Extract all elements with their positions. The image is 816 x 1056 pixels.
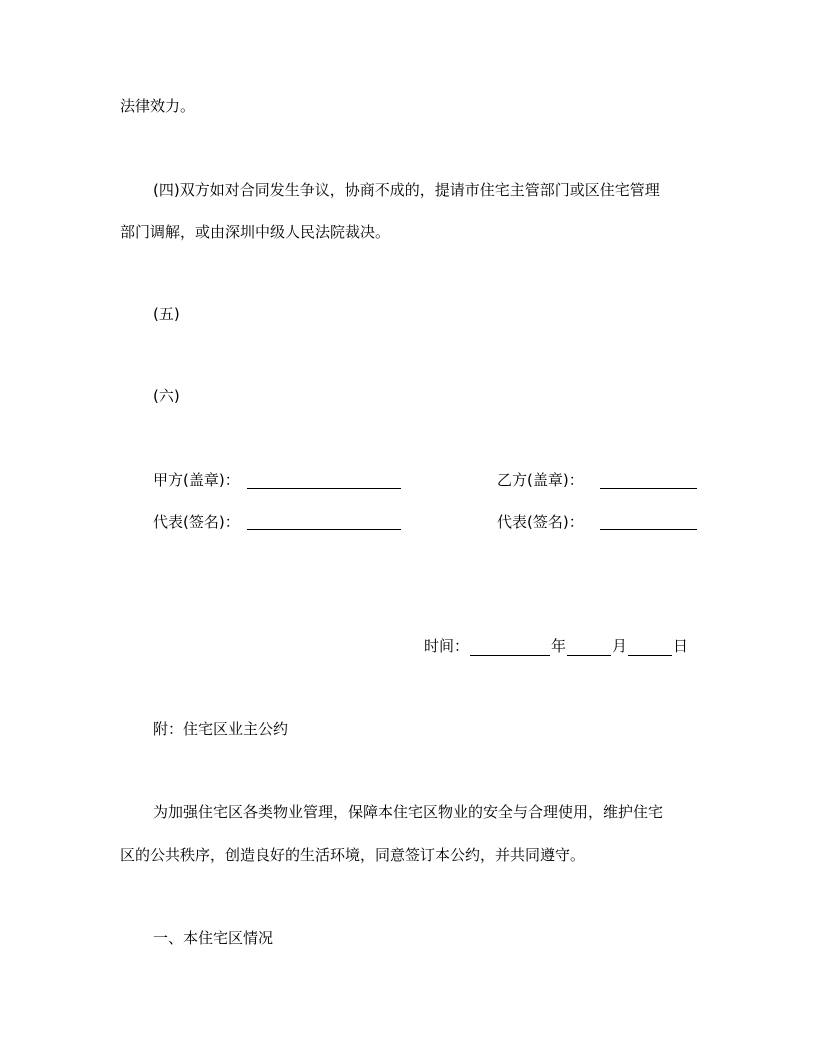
date-day-label: 日 [673,637,689,655]
party-a-seal-label: 甲方(盖章)： [153,471,240,489]
party-a-rep-label: 代表(签名)： [153,513,240,531]
date-month-blank[interactable] [567,639,611,656]
clause-6-label: (六) [153,387,180,405]
date-label: 时间： [424,637,470,655]
preamble-line-2: 区的公共秩序，创造良好的生活环境，同意签订本公约，并共同遵守。 [120,846,586,864]
party-a-rep-blank[interactable] [247,529,401,530]
party-b-rep-label: 代表(签名)： [497,513,584,531]
clause-4-line-1: (四)双方如对合同发生争议，协商不成的，提请市住宅主管部门或区住宅管理 [153,181,660,199]
date-year-blank[interactable] [470,639,550,656]
party-a-seal-blank[interactable] [247,488,401,489]
text-line-legal-effect: 法律效力。 [120,97,196,115]
clause-4-line-2: 部门调解，或由深圳中级人民法院裁决。 [120,223,391,241]
party-b-seal-blank[interactable] [600,488,697,489]
section-1-heading: 一、本住宅区情况 [153,929,274,947]
preamble-line-1: 为加强住宅区各类物业管理，保障本住宅区物业的安全与合理使用，维护住宅 [153,803,664,821]
date-line [424,636,688,656]
party-b-rep-blank[interactable] [600,529,697,530]
date-year-label: 年 [551,637,567,655]
date-day-blank[interactable] [628,639,672,656]
date-month-label: 月 [612,637,628,655]
appendix-title: 附：住宅区业主公约 [153,720,289,738]
clause-5-label: (五) [153,305,180,323]
party-b-seal-label: 乙方(盖章)： [497,471,584,489]
